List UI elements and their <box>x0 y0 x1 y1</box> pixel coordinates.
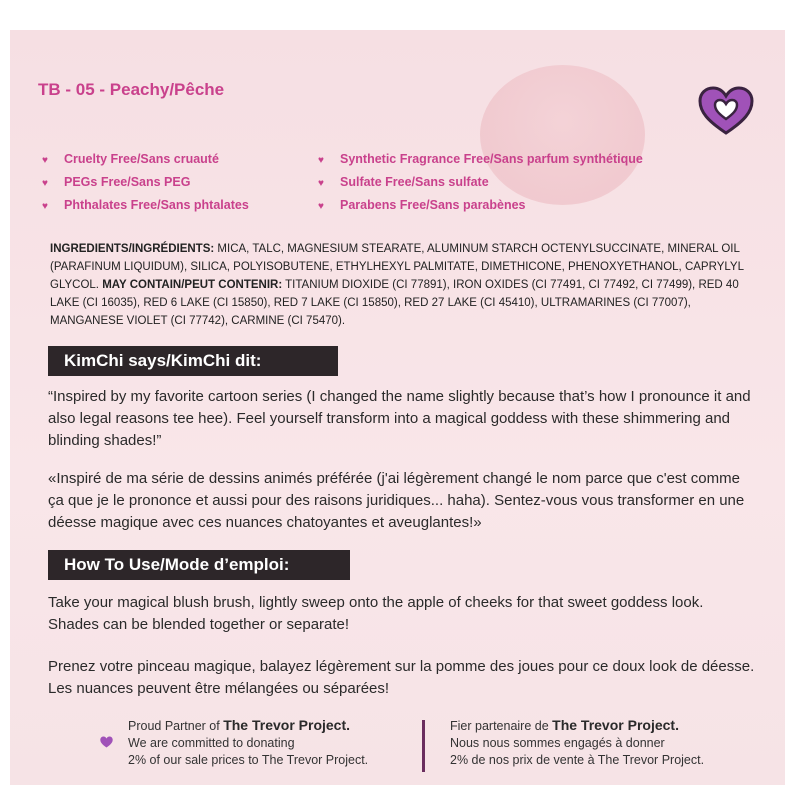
kimchi-heading: KimChi says/KimChi dit: <box>48 346 338 376</box>
heart-bullet-icon: ♥ <box>42 201 48 212</box>
heart-bullet-icon: ♥ <box>42 178 48 189</box>
partner-english: Proud Partner of The Trevor Project. We are committed to donating 2% of our sale prices to The Trevor Project. <box>128 717 369 767</box>
claim-item: ♥ Parabens Free/Sans parabènes <box>318 194 643 217</box>
claim-item: ♥ PEGs Free/Sans PEG <box>42 171 249 194</box>
how-to-heading: How To Use/Mode d’emploi: <box>48 550 350 580</box>
claims-list-right <box>318 148 643 217</box>
heart-bullet-icon <box>100 736 113 748</box>
heart-bullet-icon: ♥ <box>318 178 324 189</box>
shade-name: TB - 05 - Peachy/Pêche <box>38 80 225 99</box>
quote-french: «Inspiré de ma série de dessins animés préférée (j'ai légèrement changé le nom parce que c'est comme ça que je le prononce et aussi pour des raisons juridiques... haha). Sentez-vous vous transformer en une déesse magique avec ces nuances chatoyantes et aveuglantes!» <box>48 470 745 531</box>
claims-list-left <box>42 148 249 217</box>
partner-french: Fier partenaire de The Trevor Project. Nous nous sommes engagés à donner 2% de nos prix de vente à The Trevor Project. <box>450 717 705 767</box>
partner-org-name: The Trevor Project. <box>223 717 351 733</box>
heart-logo-icon <box>698 86 754 136</box>
quote-english: “Inspired by my favorite cartoon series (I changed the name slightly because that’s how I pronounce it and also legal reasons tee hee). Feel yourself transform into a magical goddess with these shimmering and blinding shades!” <box>48 388 751 449</box>
claim-item: ♥ Sulfate Free/Sans sulfate <box>318 171 643 194</box>
how-to-french: Prenez votre pinceau magique, balayez légèrement sur la pomme des joues pour ce doux look de déesse. Les nuances peuvent être mélangées ou séparées! <box>48 658 755 697</box>
ingredients-text <box>50 240 750 330</box>
heart-bullet-icon: ♥ <box>42 155 48 166</box>
heart-bullet-icon: ♥ <box>318 201 324 212</box>
partner-org-name: The Trevor Project. <box>552 717 679 733</box>
claim-item: ♥ Phthalates Free/Sans phtalates <box>42 194 249 217</box>
package-back-panel <box>10 30 785 785</box>
may-contain-label: MAY CONTAIN/PEUT CONTENIR: <box>102 279 283 291</box>
how-to-english: Take your magical blush brush, lightly sweep onto the apple of cheeks for that sweet goddess look. Shades can be blended together or separate! <box>48 594 704 633</box>
ingredients-label: INGREDIENTS/INGRÉDIENTS: <box>50 243 215 255</box>
may-contain-list: TITANIUM DIOXIDE (CI 77891), IRON OXIDES (CI 77491, CI 77492, CI 77499), RED 40 LAKE (CI 16035), RED 6 LAKE (CI 15850), RED 7 LAKE (CI 15850), RED 27 LAKE (CI 45410), ULTRAMARINES (CI 77007), MANGANESE VIOLET (CI 77742), CARMINE (CI 75470). <box>50 279 739 327</box>
ingredients-list: MICA, TALC, MAGNESIUM STEARATE, ALUMINUM STARCH OCTENYLSUCCINATE, MINERAL OIL (PARAFINUM LIQUIDUM), SILICA, POLYISOBUTENE, ETHYLHEXYL PALMITATE, DIMETHICONE, PHENOXYETHANOL, CAPRYLYL GLYCOL. <box>50 243 744 291</box>
claim-item: ♥ Cruelty Free/Sans cruauté <box>42 148 249 171</box>
heart-bullet-icon: ♥ <box>318 155 324 166</box>
claim-item: ♥ Synthetic Fragrance Free/Sans parfum synthétique <box>318 148 643 171</box>
divider <box>422 720 425 772</box>
